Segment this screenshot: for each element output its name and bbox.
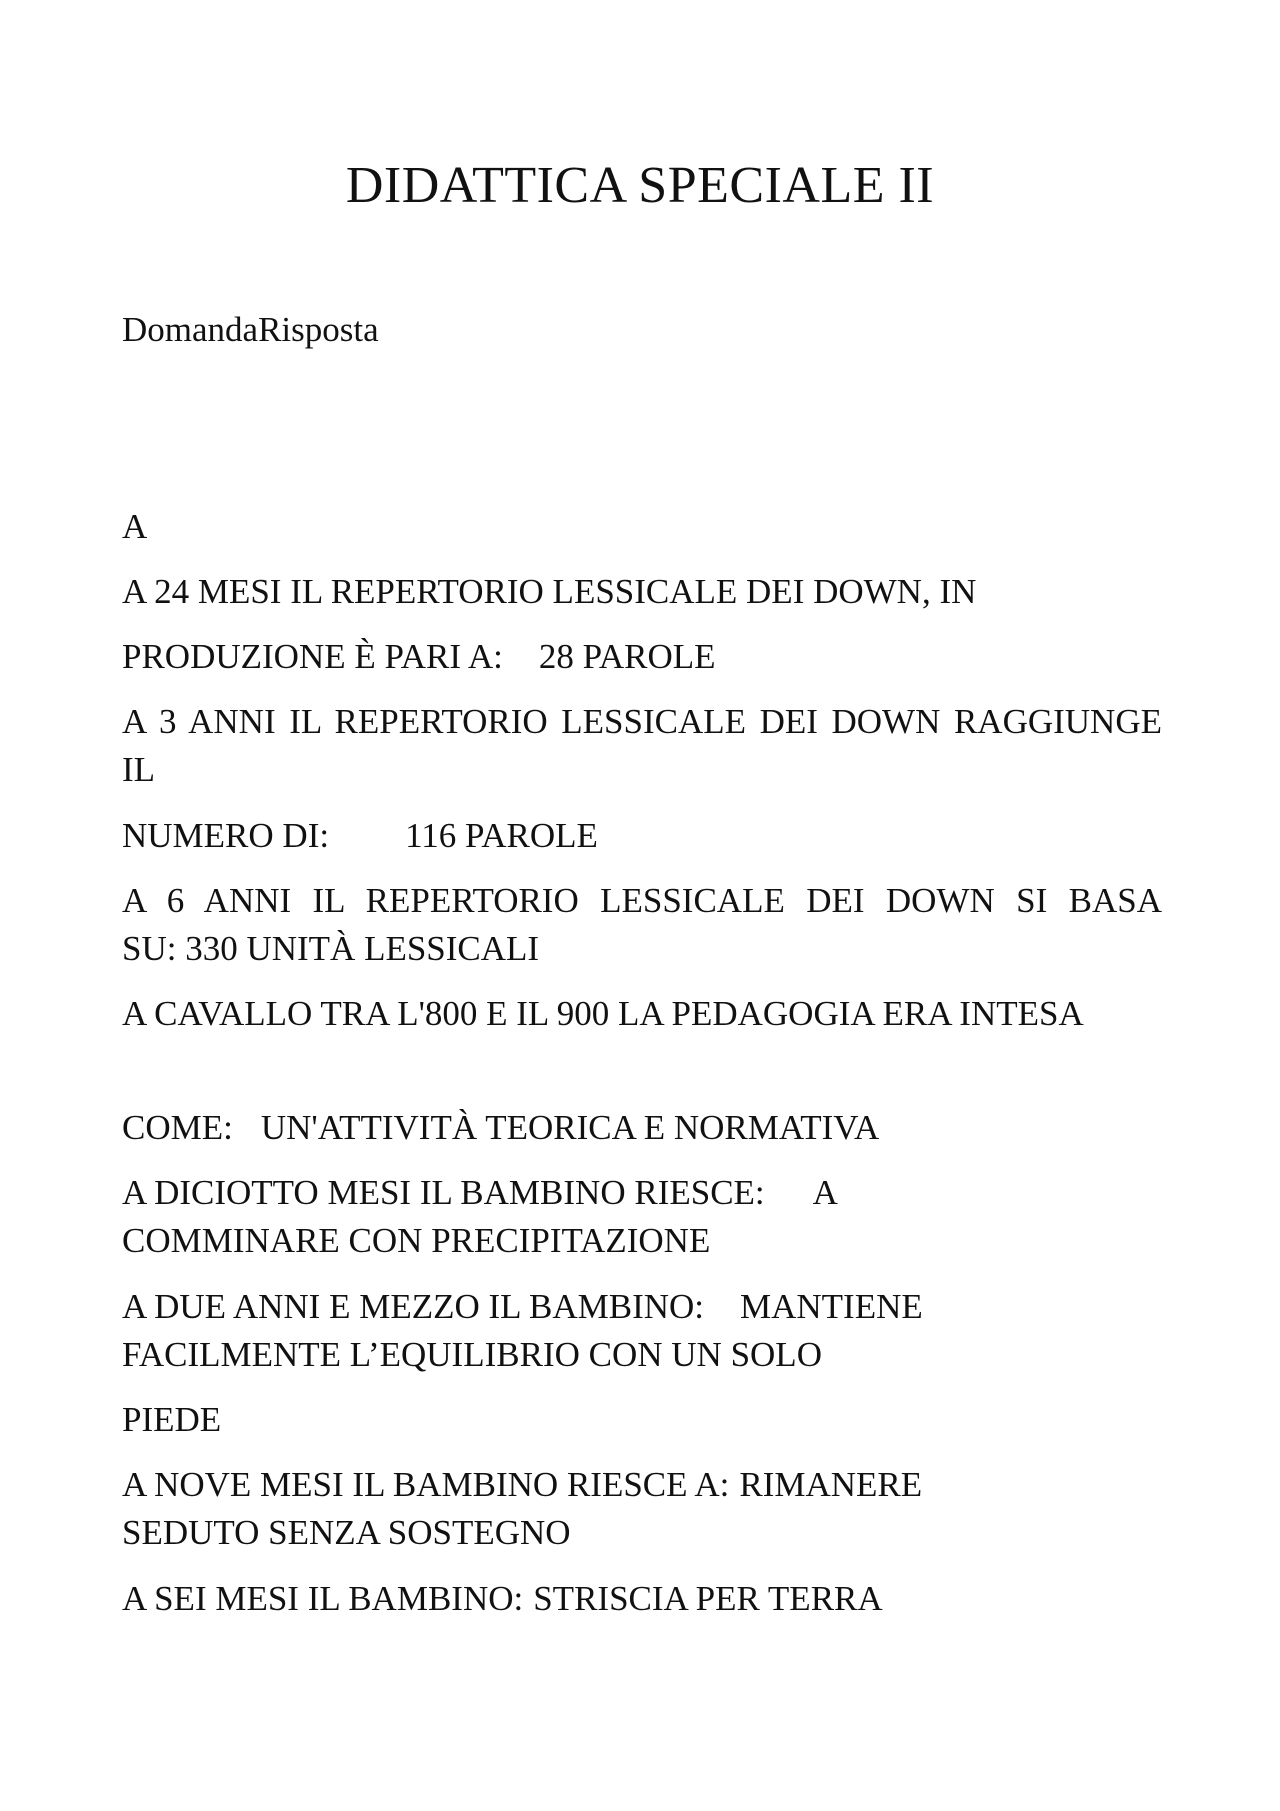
column-header-answer: Risposta bbox=[258, 310, 379, 349]
entry-2-question-part2: NUMERO DI: bbox=[122, 816, 330, 855]
entry-6-answer-part1: MANTIENE bbox=[740, 1287, 923, 1326]
entry-6-answer-part3: PIEDE bbox=[122, 1400, 222, 1439]
column-header-row bbox=[122, 310, 379, 350]
entry-2-answer: 116 PAROLE bbox=[405, 816, 598, 855]
document-title: DIDATTICA SPECIALE II bbox=[345, 157, 935, 214]
entry-2-line2 bbox=[122, 812, 1162, 860]
entry-7-answer-part1: RIMANERE bbox=[739, 1465, 923, 1504]
entry-7-line1 bbox=[122, 1461, 1162, 1509]
section-letter: A bbox=[122, 507, 148, 546]
entry-8-question: A SEI MESI IL BAMBINO: bbox=[122, 1579, 524, 1618]
entry-3-answer: 330 UNITÀ LESSICALI bbox=[185, 929, 540, 968]
entry-4-line2 bbox=[122, 1104, 1162, 1152]
entry-1-answer: 28 PAROLE bbox=[538, 637, 716, 676]
entry-5-question: A DICIOTTO MESI IL BAMBINO RIESCE: bbox=[122, 1173, 765, 1212]
entry-8-line1 bbox=[122, 1575, 1162, 1623]
entry-1-question-line2: PRODUZIONE È PARI A: bbox=[122, 637, 503, 676]
entry-6-line1 bbox=[122, 1283, 1162, 1331]
entry-7-answer-part2: SEDUTO SENZA SOSTEGNO bbox=[122, 1513, 571, 1552]
entry-4-question-part1: A CAVALLO TRA L'800 E IL 900 LA PEDAGOGIA ERA INTESA bbox=[122, 994, 1084, 1033]
entry-4-question-part2: COME: bbox=[122, 1108, 233, 1147]
entry-4-answer: UN'ATTIVITÀ TEORICA E NORMATIVA bbox=[260, 1108, 880, 1147]
entry-5-answer-part1: A bbox=[812, 1173, 838, 1212]
entry-6-answer-part2: FACILMENTE L’EQUILIBRIO CON UN SOLO bbox=[122, 1335, 822, 1374]
entry-2-question-part1: A 3 ANNI IL REPERTORIO LESSICALE DEI DOWN RAGGIUNGE IL bbox=[122, 702, 1162, 789]
entry-3-question: A 6 ANNI IL REPERTORIO LESSICALE DEI DOWN SI BASA SU: bbox=[122, 881, 1162, 968]
entry-1-question-line1: A 24 MESI IL REPERTORIO LESSICALE DEI DOWN, IN bbox=[122, 572, 977, 611]
entry-5-answer-part2: COMMINARE CON PRECIPITAZIONE bbox=[122, 1221, 711, 1260]
entry-5-line1 bbox=[122, 1169, 1162, 1217]
entry-3 bbox=[122, 877, 1162, 973]
entry-7-question: A NOVE MESI IL BAMBINO RIESCE A: bbox=[122, 1465, 730, 1504]
entry-1-line2 bbox=[122, 633, 1162, 681]
entry-6-question: A DUE ANNI E MEZZO IL BAMBINO: bbox=[122, 1287, 704, 1326]
entry-8-answer: STRISCIA PER TERRA bbox=[533, 1579, 883, 1618]
column-header-question: Domanda bbox=[122, 310, 259, 349]
